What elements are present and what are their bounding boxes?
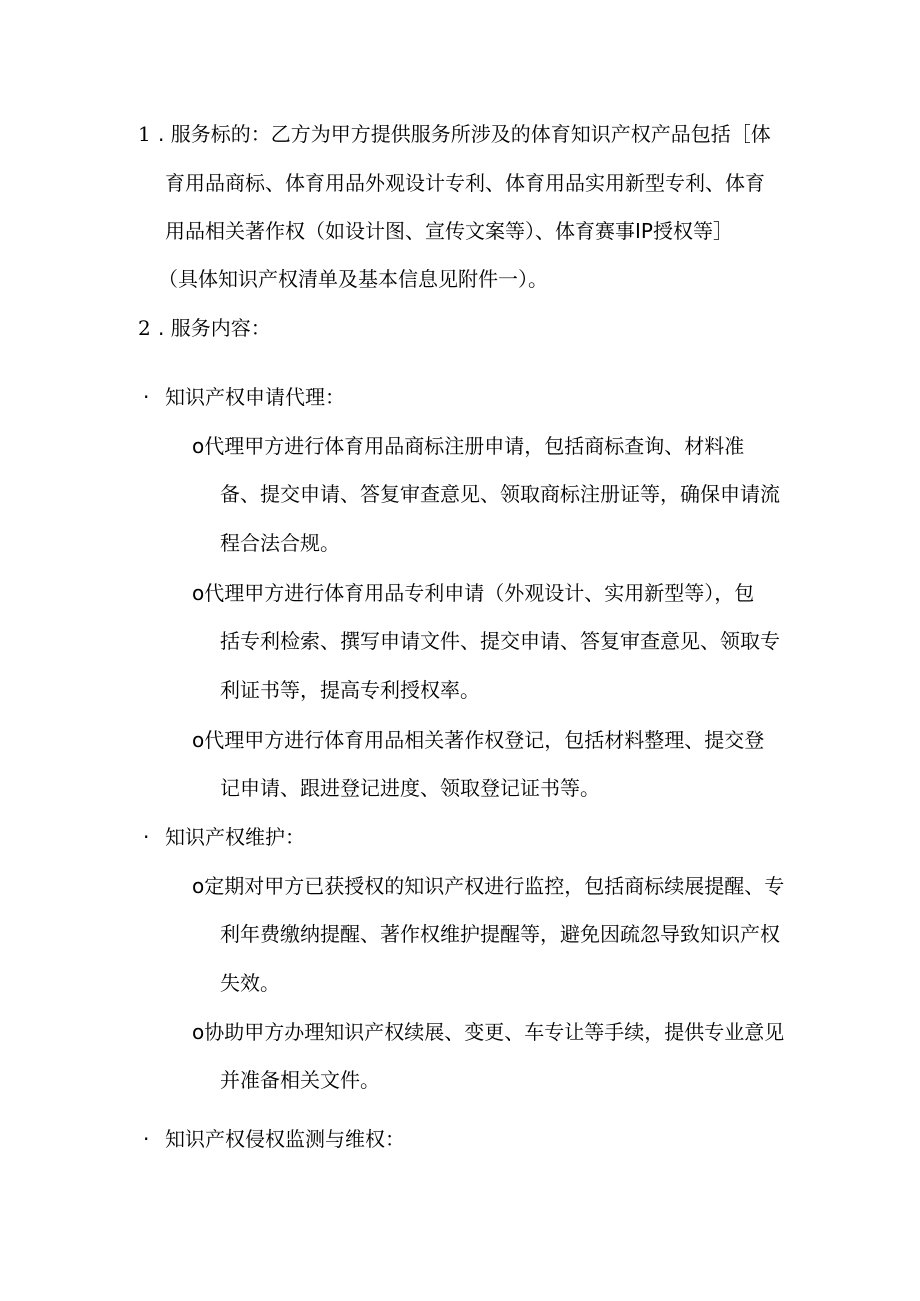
section-1-sub-2-line-1: o代理甲方进行体育用品专利申请（外观设计、实用新型等），包 [192, 581, 755, 605]
section-1-heading: 知识产权申请代理： [165, 385, 345, 409]
section-1-bullet: · [143, 385, 150, 409]
item-1-number: 1 [138, 122, 151, 146]
section-1-sub-2-line-3: 利证书等，提高专利授权率。 [220, 678, 480, 702]
section-3-bullet: · [143, 1127, 150, 1151]
section-2-bullet: · [143, 825, 150, 849]
item-1-line-2: 育用品商标、体育用品外观设计专利、体育用品实用新型专利、体育 [165, 171, 765, 195]
section-1-sub-1-line-2: 备、提交申请、答复审查意见、领取商标注册证等，确保申请流 [220, 482, 780, 506]
item-1-line-3: 用品相关著作权（如设计图、宣传文案等）、体育赛事IP授权等］ [165, 219, 733, 243]
section-2-heading: 知识产权维护： [165, 825, 305, 849]
section-2-sub-1-line-1: o定期对甲方已获授权的知识产权进行监控，包括商标续展提醒、专 [192, 874, 785, 898]
item-2-number: 2 [138, 316, 151, 340]
section-2-sub-2-line-2: 并准备相关文件。 [220, 1068, 380, 1092]
section-1-sub-3-line-2: 记申请、跟进登记进度、领取登记证书等。 [220, 776, 600, 800]
section-1-sub-1-line-3: 程合法合规。 [220, 531, 340, 555]
section-2-sub-1-line-2: 利年费缴纳提醒、著作权维护提醒等，避免因疏忽导致知识产权 [220, 922, 780, 946]
section-3-heading: 知识产权侵权监测与维权： [165, 1127, 405, 1151]
item-1-line-4: （具体知识产权清单及基本信息见附件一）。 [158, 267, 548, 291]
item-2-line: . 服务内容： [158, 316, 271, 340]
item-1-line-1: . 服务标的：乙方为甲方提供服务所涉及的体育知识产权产品包括［体 [158, 122, 771, 146]
section-2-sub-1-line-3: 失效。 [220, 971, 280, 995]
section-1-sub-1-line-1: o代理甲方进行体育用品商标注册申请，包括商标查询、材料准 [192, 434, 745, 458]
section-1-sub-2-line-2: 括专利检索、撰写申请文件、提交申请、答复审查意见、领取专 [220, 629, 780, 653]
section-1-sub-3-line-1: o代理甲方进行体育用品相关著作权登记，包括材料整理、提交登 [192, 728, 765, 752]
section-2-sub-2-line-1: o协助甲方办理知识产权续展、变更、车专让等手续，提供专业意见 [192, 1020, 785, 1044]
